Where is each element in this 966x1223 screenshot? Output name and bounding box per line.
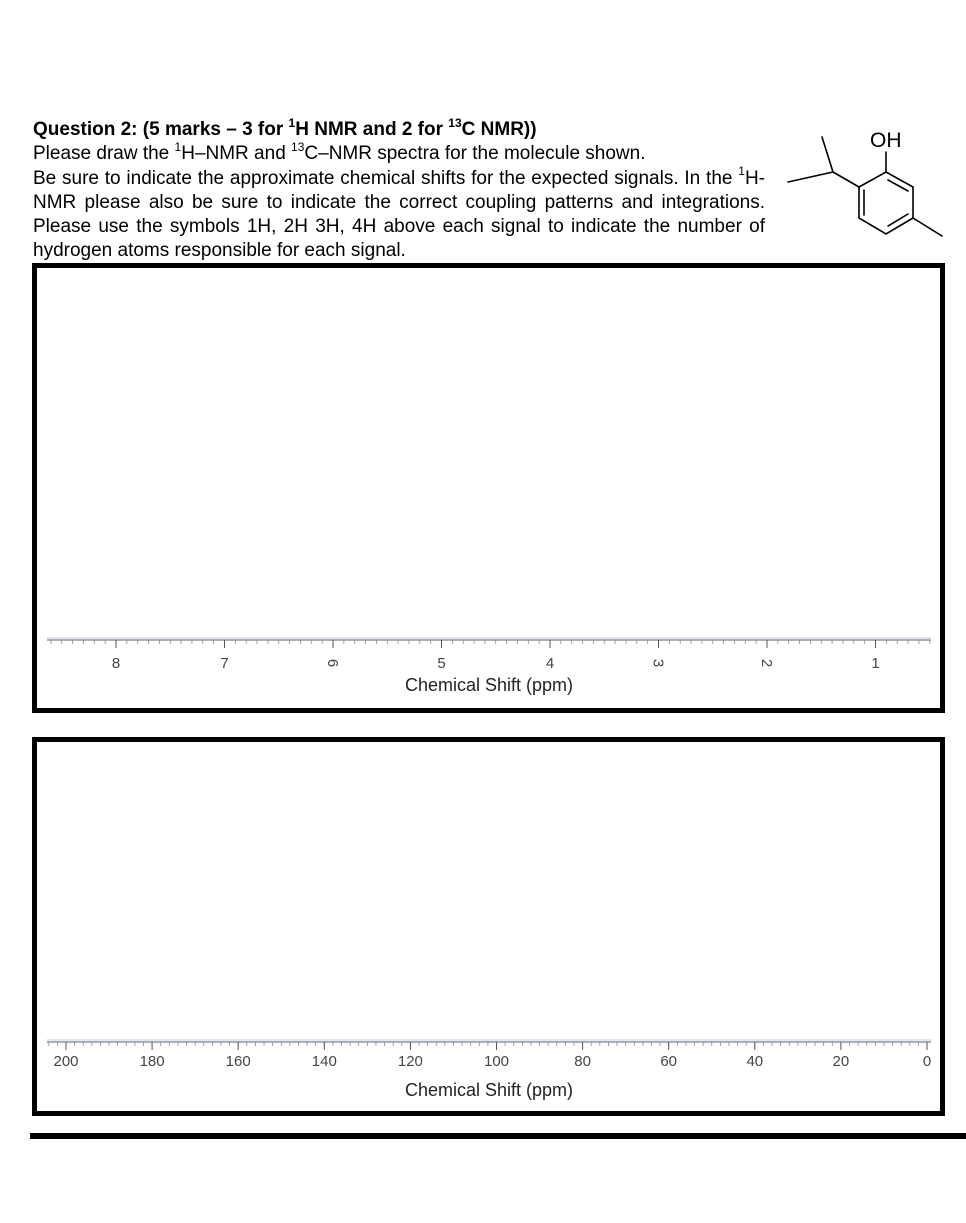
c-nmr-tick-label: 160 xyxy=(225,1053,251,1070)
page-divider xyxy=(30,1133,966,1139)
question-instruction-paragraph: Be sure to indicate the approximate chemical shifts for the expected signals. In the $^1$H-NMR please also be sure to indicate the correct coupling patterns and integrations. Please use the symbols 1H, 2H 3H, 4H above each signal to indicate the number of hydrogen atoms responsible for each signal. xyxy=(33,164,765,262)
c-nmr-axis-label: Chemical Shift (ppm) xyxy=(404,1080,574,1100)
h-nmr-tick-label: 7 xyxy=(220,655,229,672)
c-nmr-tick-label: 0 xyxy=(922,1053,932,1070)
c-nmr-tick-label: 140 xyxy=(311,1053,337,1070)
h-nmr-tick-label: 6 xyxy=(324,658,341,668)
h-nmr-tick-label: 3 xyxy=(649,658,667,668)
c-nmr-tick-label: 20 xyxy=(832,1053,850,1070)
c-nmr-drawing-box[interactable] xyxy=(32,737,945,1116)
c-nmr-tick-label: 120 xyxy=(397,1053,423,1070)
h-nmr-tick-label: 5 xyxy=(437,655,446,672)
c-nmr-tick-label: 100 xyxy=(483,1053,510,1070)
h-nmr-drawing-box[interactable] xyxy=(32,263,945,713)
c-nmr-tick-label: 80 xyxy=(574,1053,591,1070)
molecule-structure xyxy=(780,120,950,250)
c-nmr-tick-label: 60 xyxy=(660,1053,678,1070)
c-nmr-axis xyxy=(37,742,940,1111)
c-nmr-tick-label: 180 xyxy=(139,1053,165,1070)
h-nmr-tick-label: 2 xyxy=(758,658,775,668)
h-nmr-tick-label: 4 xyxy=(545,655,555,672)
h-nmr-axis xyxy=(37,268,940,708)
question-instruction-line: Please draw the $^1$H–NMR and $^{13}$C–NMR spectra for the molecule shown. xyxy=(33,139,646,165)
hydroxyl-label: OH xyxy=(870,129,902,152)
question-text xyxy=(33,115,765,264)
h-nmr-tick-label: 1 xyxy=(871,655,880,672)
c-nmr-tick-label: 200 xyxy=(53,1053,79,1070)
question-title: Question 2: (5 marks – 3 for $^1$H NMR and 2 for $^{13}$C NMR)) xyxy=(33,115,537,140)
h-nmr-tick-label: 8 xyxy=(111,655,121,672)
c-nmr-tick-label: 40 xyxy=(746,1053,764,1070)
h-nmr-axis-label: Chemical Shift (ppm) xyxy=(404,675,574,695)
